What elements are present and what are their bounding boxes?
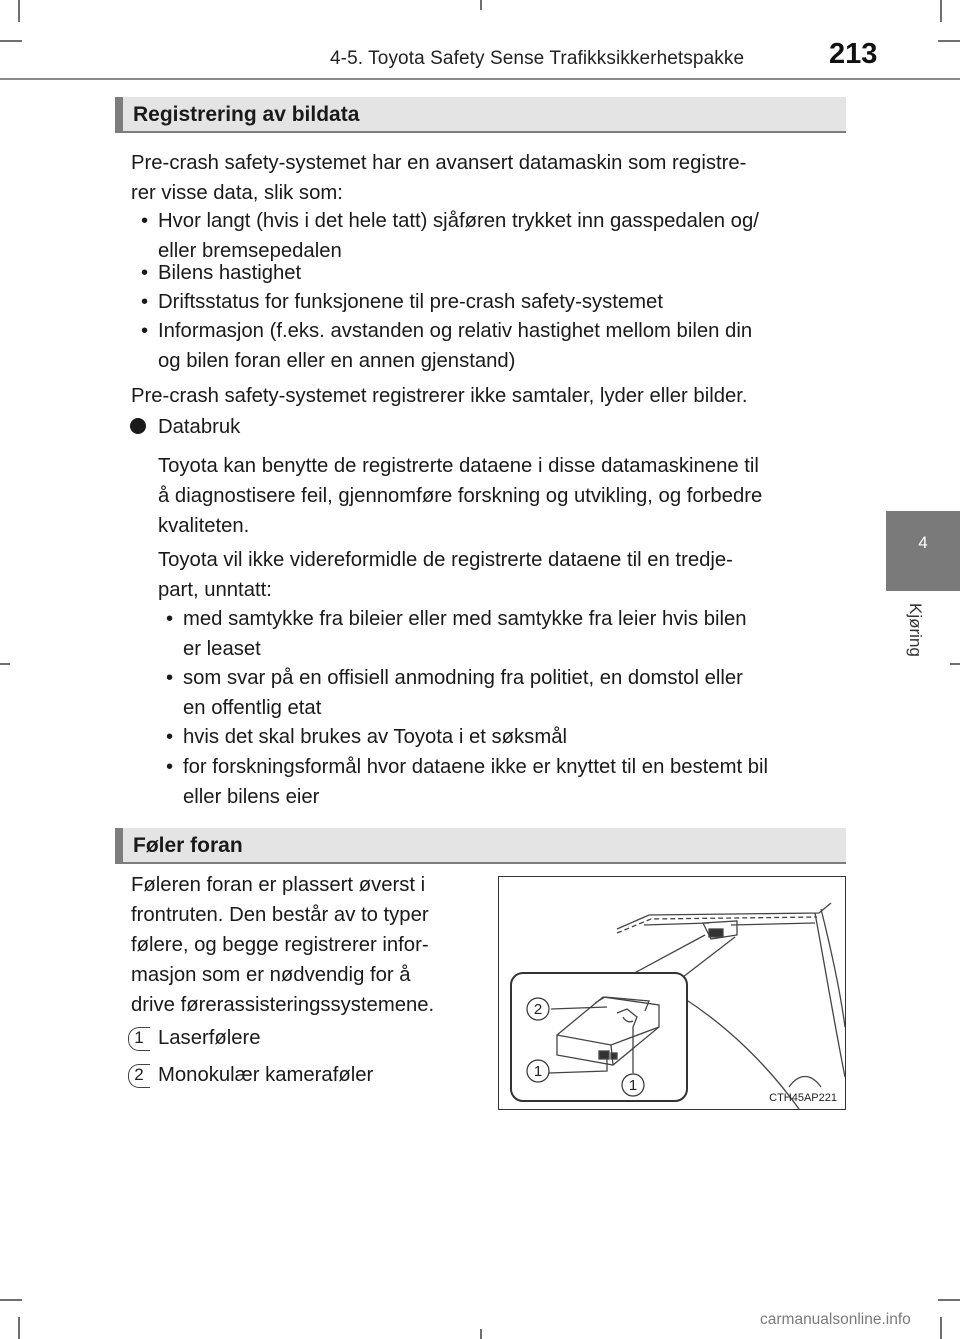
bullet-dot: •	[141, 262, 149, 284]
page-number: 213	[829, 38, 878, 70]
item-label-laser	[158, 1023, 478, 1053]
crop-mark	[940, 1317, 942, 1339]
crop-mark	[0, 1299, 22, 1301]
text-line: frontruten. Den består av to typer	[131, 904, 429, 926]
text-line: med samtykke fra bileier eller med samtykke fra leier hvis bilen	[183, 608, 747, 630]
data-usage-paragraph	[158, 451, 839, 541]
text-line: Bilens hastighet	[158, 262, 302, 284]
section-title: Føler foran	[133, 834, 243, 857]
bullet-dot: •	[141, 291, 149, 313]
crop-mark	[950, 663, 960, 665]
intro-paragraph	[131, 148, 839, 208]
list-item	[166, 722, 839, 752]
item-label-camera	[158, 1060, 478, 1090]
crop-mark	[18, 1317, 20, 1339]
figure-code: CTH45AP221	[769, 1092, 837, 1104]
front-sensor-paragraph	[131, 870, 478, 1020]
list-item	[141, 316, 839, 376]
chapter-label-text: Kjøring	[906, 603, 925, 657]
item-number: 1	[134, 1028, 144, 1047]
list-item	[141, 258, 839, 288]
front-sensor-illustration	[498, 876, 846, 1110]
text-line: eller bremsepedalen	[158, 240, 342, 262]
text-line: Føleren foran er plassert øverst i	[131, 874, 426, 896]
running-header-title: 4-5. Toyota Safety Sense Trafikksikkerhetspakke	[330, 48, 745, 69]
callout-2: 2	[533, 1001, 543, 1018]
callout-1: 1	[533, 1063, 543, 1080]
bullet-dot: •	[141, 320, 149, 342]
bullet-dot: •	[141, 210, 149, 232]
crop-mark	[480, 1329, 482, 1339]
callout-1: 1	[628, 1077, 638, 1094]
note-paragraph	[131, 381, 839, 411]
text-line: Driftsstatus for funksjonene til pre-crash safety-systemet	[158, 291, 663, 313]
bullet-dot: •	[166, 756, 174, 778]
text-line: og bilen foran eller en annen gjenstand)	[158, 350, 516, 372]
list-item	[166, 663, 839, 723]
text-line: er leaset	[183, 638, 261, 660]
text-line: følere, og begge registrerer infor-	[131, 934, 429, 956]
section-header-front-sensor	[115, 828, 846, 864]
text-line: Toyota vil ikke videreformidle de registrerte dataene til en tredje-	[158, 549, 733, 571]
text-line: kvaliteten.	[158, 515, 250, 537]
section-header-data-recording	[115, 97, 846, 133]
text-line: Laserfølere	[158, 1027, 261, 1049]
text-line: Pre-crash safety-systemet registrerer ikke samtaler, lyder eller bilder.	[131, 385, 748, 407]
crop-mark	[938, 40, 960, 42]
chapter-tab	[886, 511, 960, 591]
list-item	[141, 206, 839, 266]
windshield-sensor-drawing	[499, 877, 845, 1109]
chapter-tab-number: 4	[918, 533, 928, 552]
crop-mark	[480, 0, 482, 10]
subheading-data-usage	[158, 412, 838, 442]
text-line: rer visse data, slik som:	[131, 182, 343, 204]
list-item	[141, 287, 839, 317]
third-party-paragraph	[158, 545, 839, 605]
crop-mark	[0, 40, 22, 42]
crop-mark	[940, 0, 942, 22]
header-rule	[0, 78, 960, 80]
text-line: en offentlig etat	[183, 697, 322, 719]
text-line: Toyota kan benytte de registrerte dataene i disse datamaskinene til	[158, 455, 759, 477]
text-line: Informasjon (f.eks. avstanden og relativ hastighet mellom bilen din	[158, 320, 753, 342]
text-line: masjon som er nødvendig for å	[131, 964, 411, 986]
watermark: carmanualsonline.info	[760, 1311, 911, 1328]
text-line: Monokulær kameraføler	[158, 1064, 374, 1086]
text-line: part, unntatt:	[158, 579, 272, 601]
text-line: Databruk	[158, 416, 241, 438]
crop-mark	[0, 663, 10, 665]
item-number-box	[128, 1027, 150, 1051]
item-number-box	[128, 1064, 150, 1088]
text-line: hvis det skal brukes av Toyota i et søksmål	[183, 726, 567, 748]
bullet-dot: •	[166, 726, 174, 748]
text-line: Hvor langt (hvis i det hele tatt) sjåføren trykket inn gasspedalen og/	[158, 210, 759, 232]
crop-mark	[18, 0, 20, 22]
text-line: for forskningsformål hvor dataene ikke er knyttet til en bestemt bil	[183, 756, 769, 778]
text-line: drive førerassisteringssystemene.	[131, 994, 435, 1016]
bullet-dot: •	[166, 667, 174, 689]
section-title: Registrering av bildata	[133, 103, 360, 126]
circle-bullet-icon	[130, 418, 146, 434]
text-line: som svar på en offisiell anmodning fra politiet, en domstol eller	[183, 667, 743, 689]
text-line: å diagnostisere feil, gjennomføre forskning og utvikling, og forbedre	[158, 485, 763, 507]
text-line: eller bilens eier	[183, 786, 320, 808]
list-item	[166, 752, 839, 812]
chapter-label	[907, 603, 931, 673]
bullet-dot: •	[166, 608, 174, 630]
crop-mark	[938, 1299, 960, 1301]
item-number: 2	[134, 1065, 144, 1084]
text-line: Pre-crash safety-systemet har en avansert datamaskin som registre-	[131, 152, 747, 174]
list-item	[166, 604, 839, 664]
